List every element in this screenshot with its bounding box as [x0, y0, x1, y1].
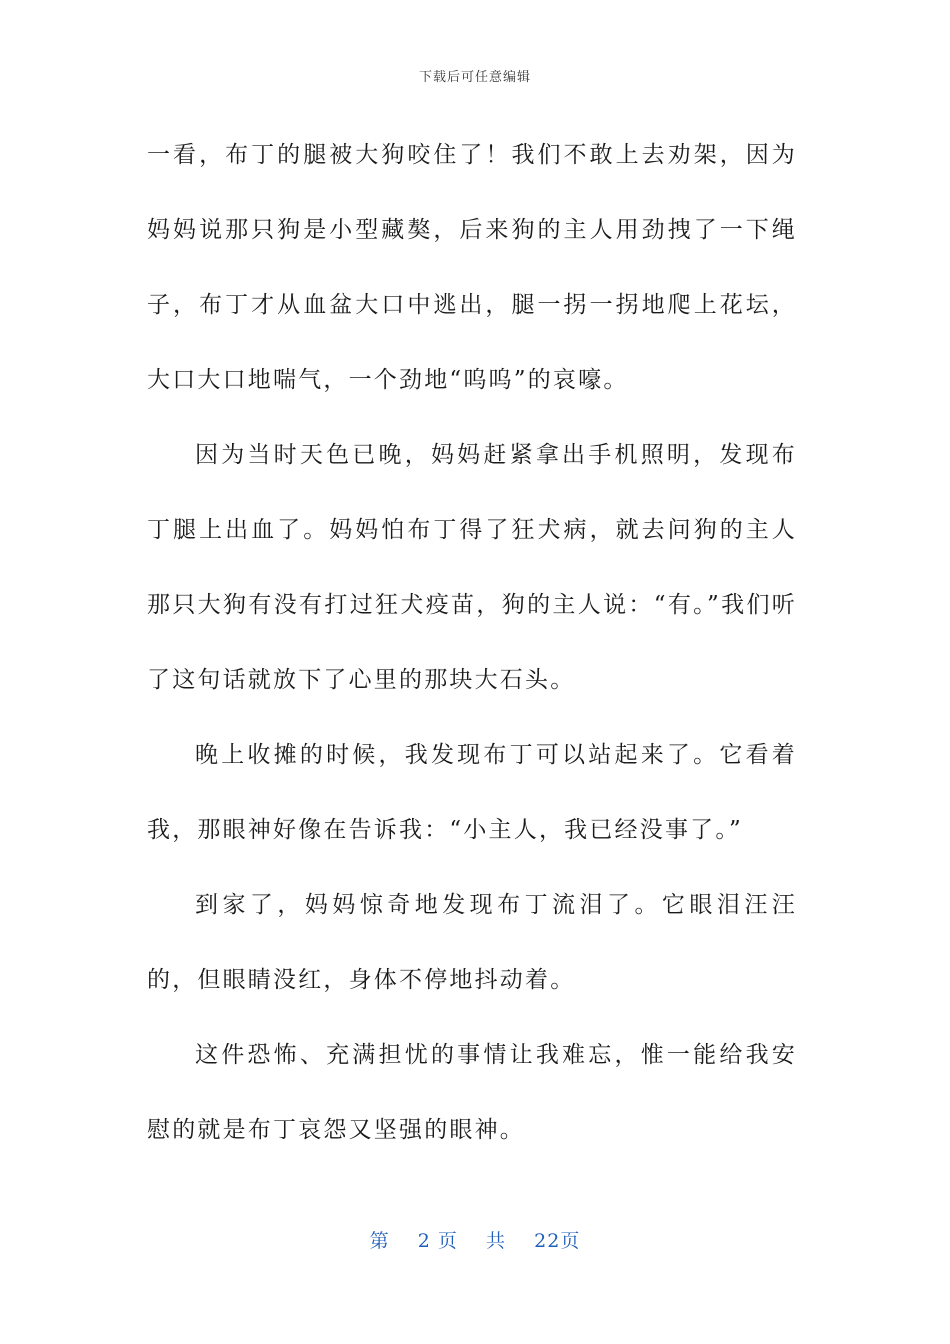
header-text: 下载后可任意编辑 — [418, 70, 531, 85]
page-footer — [0, 1226, 950, 1253]
footer-prefix: 第 — [369, 1230, 390, 1252]
document-body — [147, 118, 797, 1168]
paragraph-3: 晚上收摊的时候，我发现布丁可以站起来了。它看着我，那眼神好像在告诉我：“小主人，我已经没事了。” — [147, 742, 797, 843]
paragraph-1: 一看，布丁的腿被大狗咬住了！我们不敢上去劝架，因为妈妈说那只狗是小型藏獒，后来狗的主人用劲拽了一下绳子，布丁才从血盆大口中逃出，腿一拐一拐地爬上花坛，大口大口地喘气，一个劲地“呜呜”的哀嚎。 — [147, 142, 797, 393]
paragraph-2: 因为当时天色已晚，妈妈赶紧拿出手机照明，发现布丁腿上出血了。妈妈怕布丁得了狂犬病，就去问狗的主人那只大狗有没有打过狂犬疫苗，狗的主人说：“有。”我们听了这句话就放下了心里的那块大石头。 — [147, 442, 797, 693]
page-header — [0, 66, 950, 85]
paragraph-4: 到家了，妈妈惊奇地发现布丁流泪了。它眼泪汪汪的，但眼睛没红，身体不停地抖动着。 — [147, 892, 797, 993]
footer-total-pages: 22页 — [534, 1230, 581, 1252]
paragraph-5: 这件恐怖、充满担忧的事情让我难忘，惟一能给我安慰的就是布丁哀怨又坚强的眼神。 — [147, 1042, 797, 1143]
footer-total-word: 共 — [486, 1230, 507, 1252]
footer-current-page: 2 — [417, 1230, 431, 1252]
footer-page-word: 页 — [437, 1230, 458, 1252]
